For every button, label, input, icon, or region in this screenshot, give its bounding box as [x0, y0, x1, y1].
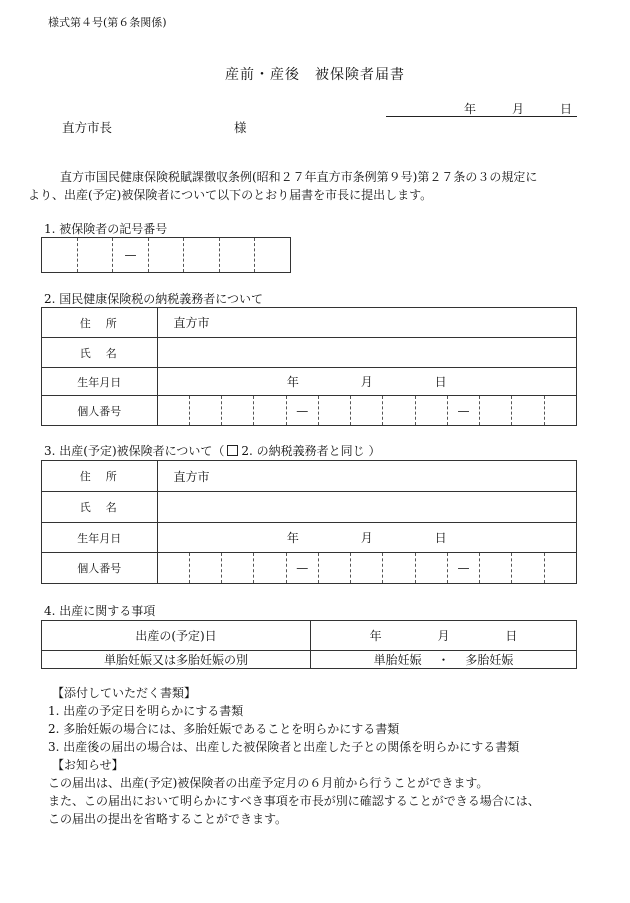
date-day-label: 日 [560, 102, 573, 116]
section3-heading-suffix: 2. の納税義務者と同じ ） [241, 444, 381, 458]
id-digit-cell[interactable] [254, 553, 286, 584]
taxpayer-id-label: 個人番号 [42, 396, 158, 426]
id-digit-cell[interactable] [512, 396, 544, 426]
notice-line: この届出の提出を省略することができます。 [48, 812, 288, 826]
id-separator: — [286, 553, 318, 584]
option-separator: ・ [437, 653, 450, 667]
insured-name-label: 氏 名 [42, 492, 158, 523]
attachment-item: 1. 出産の予定日を明らかにする書類 [48, 704, 244, 718]
id-digit-cell[interactable] [222, 396, 254, 426]
birth-details-table [41, 620, 577, 669]
notice-line: この届出は、出産(予定)被保険者の出産予定月の６月前から行うことができます。 [48, 776, 489, 790]
id-separator: — [447, 553, 479, 584]
section1-heading: 1. 被保険者の記号番号 [44, 222, 168, 236]
id-digit-cell[interactable] [254, 396, 286, 426]
due-month-label: 月 [437, 629, 450, 643]
due-day-label: 日 [505, 629, 518, 643]
id-digit-cell[interactable] [480, 553, 512, 584]
intro-line-1: 直方市国民健康保険税賦課徴収条例(昭和２７年直方市条例第９号)第２７条の３の規定に [60, 170, 538, 184]
id-digit-cell[interactable] [189, 396, 221, 426]
form-title: 産前・産後 被保険者届書 [225, 67, 405, 83]
notice-heading: 【お知らせ】 [52, 758, 124, 772]
number-cell[interactable] [42, 238, 78, 273]
notice-line: また、この届出において明らかにすべき事項を市長が別に確認することができる場合には、 [48, 794, 540, 808]
insured-id-label: 個人番号 [42, 553, 158, 584]
insured-number-box[interactable] [41, 237, 291, 273]
id-digit-cell[interactable] [189, 553, 221, 584]
notes-section [48, 684, 608, 828]
same-as-taxpayer-checkbox[interactable] [227, 445, 238, 456]
number-cell[interactable] [255, 238, 291, 273]
intro-line-2: より、出産(予定)被保険者について以下のとおり届書を市長に提出します。 [28, 188, 433, 202]
attachment-item: 3. 出産後の届出の場合は、出産した被保険者と出産した子との関係を明らかにする書類 [48, 740, 520, 754]
birth-year-label: 年 [286, 375, 299, 389]
multiple-pregnancy-option[interactable]: 多胎妊娠 [465, 653, 514, 667]
id-separator: — [286, 396, 318, 426]
number-cell[interactable] [184, 238, 220, 273]
due-year-label: 年 [369, 629, 382, 643]
intro-text [28, 168, 590, 204]
id-digit-cell[interactable] [383, 396, 415, 426]
id-digit-cell[interactable] [318, 553, 350, 584]
insured-birth-label: 生年月日 [42, 523, 158, 553]
insured-address-field[interactable]: 直方市 [157, 461, 576, 492]
id-digit-cell[interactable] [383, 553, 415, 584]
birth-day-label: 日 [434, 531, 447, 545]
taxpayer-address-field[interactable]: 直方市 [157, 308, 576, 338]
insured-address-label: 住 所 [42, 461, 158, 492]
addressee: 直方市長 [62, 120, 113, 135]
number-cell[interactable] [219, 238, 255, 273]
section4-heading: 4. 出産に関する事項 [44, 604, 156, 618]
due-date-label: 出産の(予定)日 [42, 621, 311, 651]
taxpayer-name-field[interactable] [157, 338, 576, 368]
id-digit-cell[interactable] [512, 553, 544, 584]
birth-day-label: 日 [434, 375, 447, 389]
id-digit-cell[interactable] [415, 553, 447, 584]
single-pregnancy-option[interactable]: 単胎妊娠 [373, 653, 422, 667]
taxpayer-table [41, 307, 577, 426]
id-digit-cell[interactable] [544, 396, 576, 426]
date-month-label: 月 [512, 102, 525, 116]
number-separator: — [113, 238, 149, 273]
section3-heading-text: 3. 出産(予定)被保険者について（ [44, 444, 225, 458]
attachments-heading: 【添付していただく書類】 [52, 686, 197, 700]
id-digit-cell[interactable] [415, 396, 447, 426]
honorific: 様 [234, 120, 247, 135]
number-cell[interactable] [148, 238, 184, 273]
taxpayer-name-label: 氏 名 [42, 338, 158, 368]
id-digit-cell[interactable] [157, 396, 189, 426]
id-digit-cell[interactable] [351, 396, 383, 426]
id-digit-cell[interactable] [544, 553, 576, 584]
id-digit-cell[interactable] [157, 553, 189, 584]
date-year-label: 年 [464, 102, 477, 116]
insured-name-field[interactable] [157, 492, 576, 523]
id-digit-cell[interactable] [222, 553, 254, 584]
insured-birthdate-field[interactable] [157, 523, 576, 553]
form-number: 様式第４号(第６条関係) [48, 16, 167, 29]
section3-heading [44, 442, 380, 459]
submission-date-field[interactable] [386, 100, 577, 117]
birth-month-label: 月 [360, 531, 373, 545]
attachment-item: 2. 多胎妊娠の場合には、多胎妊娠であることを明らかにする書類 [48, 722, 400, 736]
birth-month-label: 月 [360, 375, 373, 389]
taxpayer-address-label: 住 所 [42, 308, 158, 338]
id-separator: — [447, 396, 479, 426]
due-date-field[interactable] [311, 621, 577, 651]
taxpayer-birthdate-field[interactable] [157, 368, 576, 396]
id-digit-cell[interactable] [351, 553, 383, 584]
section2-heading: 2. 国民健康保険税の納税義務者について [44, 292, 264, 306]
birth-year-label: 年 [286, 531, 299, 545]
number-cell[interactable] [77, 238, 113, 273]
pregnancy-type-label: 単胎妊娠又は多胎妊娠の別 [42, 651, 311, 669]
taxpayer-birth-label: 生年月日 [42, 368, 158, 396]
id-digit-cell[interactable] [318, 396, 350, 426]
id-digit-cell[interactable] [480, 396, 512, 426]
pregnancy-type-field[interactable] [311, 651, 577, 669]
insured-table [41, 460, 577, 584]
